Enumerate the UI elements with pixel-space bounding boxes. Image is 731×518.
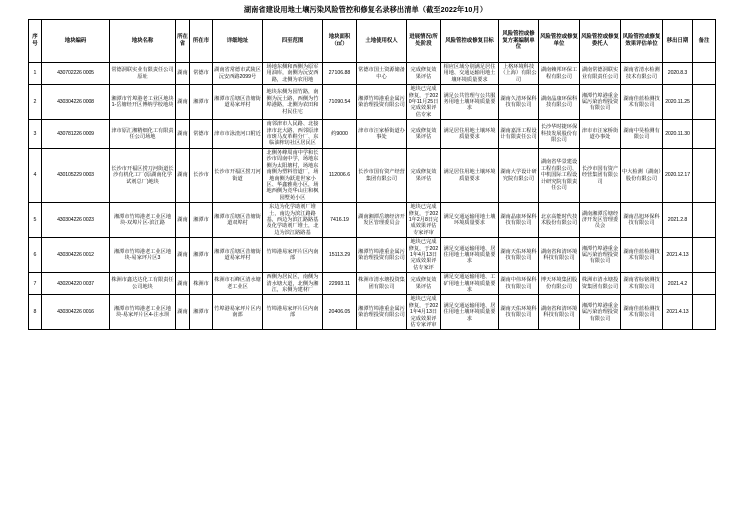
table-row	[29, 120, 716, 149]
cell-trustee: 湘潭竹埠港重金属污染治理投资有限公司	[580, 238, 621, 273]
cell-scope: 北侧务峰周南中学和长沙市周南中学，场地东侧为太阳塘村，场地东南侧为塑料管道厂，场地南侧为跃进世家小区、华鑫雅苑小区，场地西侧为竞华山庄和枫园墅苑小区	[263, 148, 323, 202]
cell-status: 完成修复效果评估	[407, 63, 441, 85]
column-header-province: 所在省	[176, 20, 190, 63]
cell-code: 430304226 0012	[42, 238, 110, 273]
cell-remark	[693, 203, 716, 238]
table-row	[29, 203, 716, 238]
table-row	[29, 63, 716, 85]
cell-area: 71090.54	[323, 85, 357, 120]
cell-remark	[693, 238, 716, 273]
cell-remark	[693, 273, 716, 295]
cell-city: 湘潭市	[190, 85, 213, 120]
land-plot-removal-table	[28, 19, 716, 330]
cell-restore: 湖南省和清环境科技有限公司	[539, 295, 580, 330]
cell-name: 株洲市鑫达达化工有限责任公司地块	[110, 273, 176, 295]
cell-remark	[693, 120, 716, 149]
cell-status: 地块已完成修复，于2021年2月8日完成效果评估专家评审	[407, 203, 441, 238]
cell-index: 7	[29, 273, 42, 295]
cell-plan: 湖南久清环保科技有限公司	[499, 85, 539, 120]
column-header-plan: 风险管控或修复方案编制单位	[499, 20, 539, 63]
table-body	[29, 63, 716, 330]
cell-province: 湖南	[176, 85, 190, 120]
cell-city: 湘潭市	[190, 203, 213, 238]
cell-goal: 满足交通运输用地、居住用地土壤环境质量要求	[441, 238, 499, 273]
cell-address: 湘潭市岳塘区昔塘街道易家坪村	[213, 238, 263, 273]
column-header-assessor: 风险管控或修复效果评估单位	[621, 20, 663, 63]
cell-owner: 湘潭竹埠港重金属污染治理投资有限公司	[357, 295, 407, 330]
cell-index: 5	[29, 203, 42, 238]
cell-restore: 长沙华时捷环保科技发展股份有限公司	[539, 120, 580, 149]
cell-owner: 湘潭竹埠港重金属污染治理投资有限公司	[357, 85, 407, 120]
cell-address: 津市市泳渣河口附近	[213, 120, 263, 149]
cell-status: 地块已完成修复，于2020年11月25日完成效果评估专家	[407, 85, 441, 120]
cell-name: 常德洞联实业有限责任公司原址	[110, 63, 176, 85]
cell-restore: 湖南省和清环境科技有限公司	[539, 238, 580, 273]
cell-remark	[693, 148, 716, 202]
cell-trustee: 津市市汪家桥街道办事处	[580, 120, 621, 149]
cell-area: 22993.11	[323, 273, 357, 295]
cell-assessor: 湖南省标铭测技术有限公司	[621, 273, 663, 295]
cell-plan: 湖南中伟环保科技有限公司	[499, 273, 539, 295]
cell-province: 湖南	[176, 63, 190, 85]
cell-assessor: 湖南佳蓝检测技术有限公司	[621, 238, 663, 273]
cell-address: 长沙市开福区捞刀河街道	[213, 148, 263, 202]
cell-outdate: 2020.12.17	[663, 148, 693, 202]
table-container	[0, 19, 731, 330]
cell-restore: 湖南赖邦环保工程有限公司	[539, 63, 580, 85]
cell-scope: 西侧为居民区，南侧为清水塘大道，北侧为湘江，东侧为建材厂	[263, 273, 323, 295]
cell-city: 湘潭市	[190, 295, 213, 330]
table-row	[29, 273, 716, 295]
cell-outdate: 2020.8.3	[663, 63, 693, 85]
cell-province: 湖南	[176, 203, 190, 238]
cell-code: 430105229 0003	[42, 148, 110, 202]
cell-assessor: 中大检测（湖南）股份有限公司	[621, 148, 663, 202]
cell-owner: 津市市汪家桥街道办事处	[357, 120, 407, 149]
cell-index: 2	[29, 85, 42, 120]
cell-area: 112006.6	[323, 148, 357, 202]
cell-city: 湘潭市	[190, 238, 213, 273]
cell-status: 地块已完成修复，于2021年4月13日完成效果评估专家评审	[407, 295, 441, 330]
cell-plan: 湖南天佑环境科技有限公司	[499, 295, 539, 330]
cell-remark	[693, 85, 716, 120]
cell-scope: 场地东侧和西侧为原军用油库，南侧为沅安西路，北侧为农用地	[263, 63, 323, 85]
cell-outdate: 2020.11.30	[663, 120, 693, 149]
cell-plan: 湖南嘉泽工程设计有限责任公司	[499, 120, 539, 149]
cell-outdate: 2021.4.13	[663, 295, 693, 330]
cell-status: 完成修复效果评估	[407, 148, 441, 202]
cell-name: 湘潭市竹埠港老工业区地块-易家坪片区4-注水坝	[110, 295, 176, 330]
cell-remark	[693, 295, 716, 330]
column-header-outdate: 移出日期	[663, 20, 693, 63]
column-header-code: 地块编码	[42, 20, 110, 63]
cell-scope: 东边为化学助剂厂堆土，南边为滨江路路基，西边为滨江路路基及化学助剂厂堆土，北边为滨江路路基	[263, 203, 323, 238]
cell-city: 常德市	[190, 120, 213, 149]
cell-name: 湘潭市竹埠港老工业区地块1-岳塘经开区博纳学校地块	[110, 85, 176, 120]
column-header-name: 地块名称	[110, 20, 176, 63]
cell-area: 27106.88	[323, 63, 357, 85]
cell-province: 湖南	[176, 238, 190, 273]
cell-plan: 湖南晶康环保科技有限公司	[499, 203, 539, 238]
column-header-remark: 备注	[693, 20, 716, 63]
cell-goal: 满足居住用地土壤环境质量要求	[441, 148, 499, 202]
cell-trustee: 湖南常德洞联实业有限责任公司	[580, 63, 621, 85]
cell-restore: 湖南晶康环保科技有限公司	[539, 85, 580, 120]
cell-index: 6	[29, 238, 42, 273]
cell-city: 长沙市	[190, 148, 213, 202]
cell-province: 湖南	[176, 120, 190, 149]
cell-assessor: 湖南佳蓝检测技术有限公司	[621, 85, 663, 120]
column-header-trustee: 风险管控或修复委托人	[580, 20, 621, 63]
cell-goal: 满足交通运输用地、工矿用地土壤环境质量要求	[441, 273, 499, 295]
cell-address: 湘潭市岳塘区昔塘街道易家坪村	[213, 85, 263, 120]
cell-index: 3	[29, 120, 42, 149]
cell-status: 地块已完成修复，于2021年4月13日完成效果评估专家评	[407, 238, 441, 273]
cell-name: 津市原汇湘精细化工有限责任公司场地	[110, 120, 176, 149]
cell-scope: 南邻津市人民路、北接津市北大路、西邻原津市斑马皮革鞋分厂、东临油榨坊社区居民区	[263, 120, 323, 149]
cell-owner: 湘潭竹埠港重金属污染治理投资有限公司	[357, 238, 407, 273]
cell-outdate: 2020.11.25	[663, 85, 693, 120]
cell-goal: 满足交通运输用地土壤环境质量要求	[441, 203, 499, 238]
cell-address: 竹埠港易家坪片区内南部	[213, 295, 263, 330]
column-header-city: 所在市	[190, 20, 213, 63]
document-title: 湖南省建设用地土壤污染风险管控和修复名录移出清单（截至2022年10月）	[243, 5, 488, 14]
cell-outdate: 2021.4.13	[663, 238, 693, 273]
cell-restore: 博天环境集团股份有限公司	[539, 273, 580, 295]
cell-code: 430702226 0005	[42, 63, 110, 85]
table-row	[29, 295, 716, 330]
cell-plan: 湖南天佑环境科技有限公司	[499, 238, 539, 273]
cell-area: 7416.19	[323, 203, 357, 238]
cell-index: 8	[29, 295, 42, 330]
cell-scope: 竹埠港易家坪片区内南部	[263, 238, 323, 273]
cell-area: 20406.05	[323, 295, 357, 330]
column-header-goal: 风险管控或修复目标	[441, 20, 499, 63]
cell-trustee: 湘潭竹埠港重金属污染治理投资有限公司	[580, 85, 621, 120]
cell-province: 湖南	[176, 295, 190, 330]
cell-address: 湖南省常德市武陵区沅安西路2099号	[213, 63, 263, 85]
cell-address: 株洲市石峰区清水塘老工业区	[213, 273, 263, 295]
cell-city: 株洲市	[190, 273, 213, 295]
table-row	[29, 148, 716, 202]
table-row	[29, 238, 716, 273]
cell-assessor: 湖南昌旭环保科技有限公司	[621, 203, 663, 238]
cell-owner: 株洲市清水塘投资集团有限公司	[357, 273, 407, 295]
table-header-row	[29, 20, 716, 63]
column-header-status: 进展情况/所处阶段	[407, 20, 441, 63]
cell-area: 15113.29	[323, 238, 357, 273]
cell-owner: 湖南湘潭岳塘经济开发区管理委员会	[357, 203, 407, 238]
cell-index: 1	[29, 63, 42, 85]
cell-index: 4	[29, 148, 42, 202]
table-header	[29, 20, 716, 63]
cell-code: 430304226 0016	[42, 295, 110, 330]
cell-trustee: 湘潭竹埠港重金属污染治理投资有限公司	[580, 295, 621, 330]
cell-code: 430204220 0037	[42, 273, 110, 295]
cell-plan: 湖南大学设计研究院有限公司	[499, 148, 539, 202]
column-header-index: 序号	[29, 20, 42, 63]
cell-assessor: 湖南佳蓝检测技术有限公司	[621, 295, 663, 330]
cell-scope: 竹埠港易家坪片区内南部	[263, 295, 323, 330]
cell-city: 常德市	[190, 63, 213, 85]
cell-assessor: 湖南中昊检测有限公司	[621, 120, 663, 149]
cell-code: 430304226 0008	[42, 85, 110, 120]
column-header-restore: 风险管控或修复单位	[539, 20, 580, 63]
table-row	[29, 85, 716, 120]
cell-code: 430304226 0023	[42, 203, 110, 238]
cell-name: 湘潭市竹埠港老工业区地块-双埠片区-滨江路	[110, 203, 176, 238]
cell-outdate: 2021.4.2	[663, 273, 693, 295]
cell-name: 长沙市开福区捞刀河街道长沙有机化工厂(原湖南化学试剂总厂)地块	[110, 148, 176, 202]
column-header-scope: 四至范围	[263, 20, 323, 63]
cell-assessor: 湖南省清水检测技术有限公司	[621, 63, 663, 85]
cell-status: 完成修复效果评估	[407, 273, 441, 295]
cell-scope: 地块东侧为园竹路，南侧为沅土路，西侧为竹埠港路，北侧为农田和村民住宅	[263, 85, 323, 120]
cell-goal: 满足居住用地土壤环境质量要求	[441, 120, 499, 149]
cell-trustee: 长沙市国有资产经营集团有限公司	[580, 148, 621, 202]
cell-trustee: 湖南湘潭岳塘经济开发区管理委员会	[580, 203, 621, 238]
cell-area: 约9000	[323, 120, 357, 149]
cell-province: 湖南	[176, 148, 190, 202]
cell-goal: 相应区域分别满足居住用地、交通运输用地土壤环境质量要求	[441, 63, 499, 85]
cell-remark	[693, 63, 716, 85]
cell-restore: 北京高能时代技术股份有限公司	[539, 203, 580, 238]
cell-code: 430781226 0009	[42, 120, 110, 149]
column-header-address: 详细地址	[213, 20, 263, 63]
cell-name: 湘潭市竹埠港老工业区地块-易家坪片区3	[110, 238, 176, 273]
cell-goal: 满足交通运输用地、居住用地土壤环境质量要求	[441, 295, 499, 330]
cell-plan: 上格环境科技（上海）有限公司	[500, 64, 537, 83]
cell-province: 湖南	[176, 273, 190, 295]
column-header-area: 地块面积（㎡）	[323, 20, 357, 63]
cell-goal: 满足公共管理与公共服务用地土壤环境质量要求	[441, 85, 499, 120]
column-header-owner: 土地使用权人	[357, 20, 407, 63]
cell-address: 湘潭市岳塘区昔塘街道双埠村	[213, 203, 263, 238]
cell-status: 完成修复效果评估	[407, 120, 441, 149]
cell-outdate: 2021.2.8	[663, 203, 693, 238]
cell-restore: 湖南省华景建设工程有限公司、中机国际工程设计研究院有限责任公司	[539, 148, 580, 202]
cell-owner: 长沙市国有资产经营集团有限公司	[357, 148, 407, 202]
cell-trustee: 株洲市清水塘投资集团有限公司	[580, 273, 621, 295]
cell-owner: 常德市国土资源储备中心	[357, 63, 407, 85]
